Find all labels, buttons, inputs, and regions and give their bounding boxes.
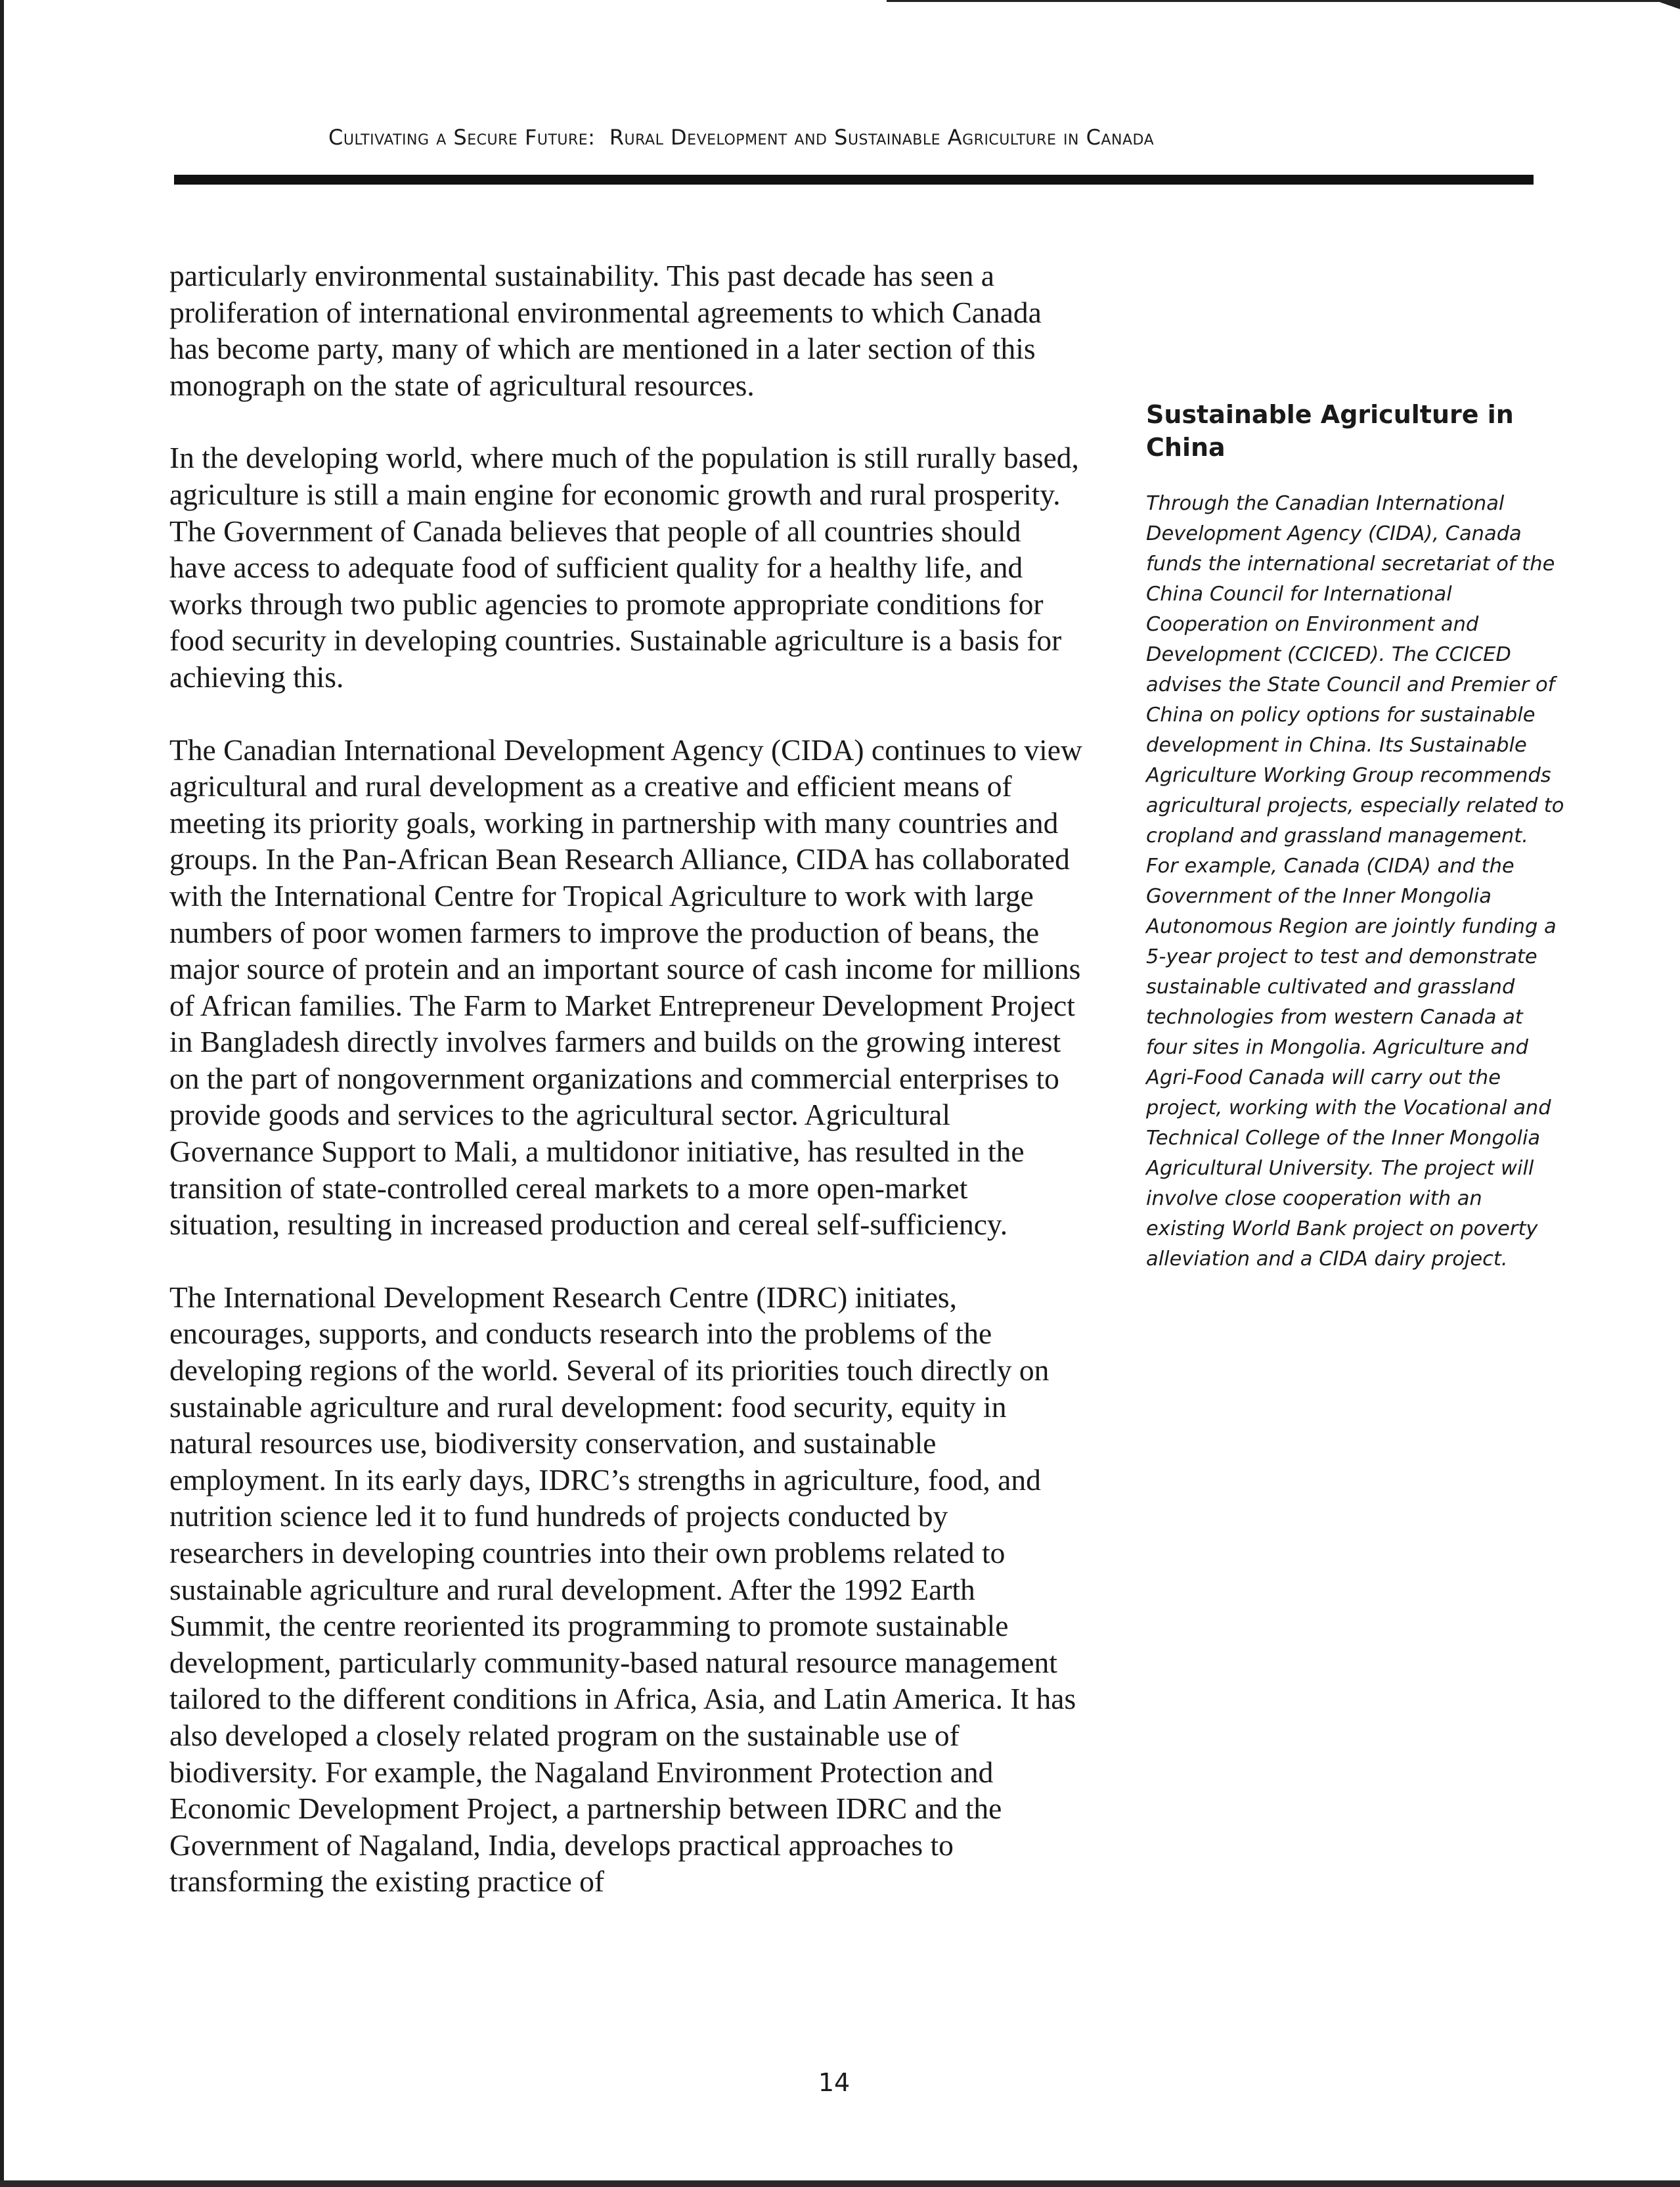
body-paragraph: The Canadian International Development Agency (CIDA) continues to view agricultural and rural development as a creative and efficient means of meeting its priority goals, working in partnership with many countries and groups. In the Pan-African Bean Research Alliance, CIDA has collaborated with the International Centre for Tropical Agriculture to work with large numbers of poor women farmers to improve the production of beans, the major source of protein and an important source of cash income for millions of African families. The Farm to Market Entrepreneur Development Project in Bangladesh directly involves farmers and builds on the growing interest on the part of nongovernment organizations and commercial enterprises to provide goods and services to the agricultural sector. Agricultural Governance Support to Mali, a multidonor initiative, has resulted in the transition of state-controlled cereal markets to a more open-market situation, resulting in increased production and cereal self-sufficiency. xyxy=(169,733,1082,1242)
scan-corner-mark xyxy=(1654,0,1680,9)
running-header-spacer xyxy=(595,125,609,150)
body-paragraph: The International Development Research Centre (IDRC) initiates, encourages, supports, and conducts research into the problems of the developing regions of the world. Several of its priorities touch directly on sustainable agriculture and rural development: food security, equity in natural resources use, biodiversity conservation, and sustainable employment. In its early days, IDRC’s strengths in agriculture, food, and nutrition science led it to fund hundreds of projects conducted by researchers in developing countries into their own problems related to sustainable agriculture and rural development. After the 1992 Earth Summit, the centre reoriented its programming to promote sustainable development, particularly community-based natural resource management tailored to the different conditions in Africa, Asia, and Latin America. It has also developed a closely related program on the sustainable use of biodiversity. For example, the Nagaland Environment Protection and Economic Development Project, a partnership between IDRC and the Government of Nagaland, India, develops practical approaches to transforming the existing practice of xyxy=(169,1280,1076,1899)
sidebar-title: Sustainable Agriculture in China xyxy=(1146,400,1514,462)
body-paragraph: In the developing world, where much of the population is still rurally based, agriculture is still a main engine for economic growth and rural prosperity. The Government of Canada believes that people of all countries should have access to adequate food of sufficient quality for a healthy life, and works through two public agencies to promote appropriate conditions for food security in developing countries. Sustainable agriculture is a basis for achieving this. xyxy=(169,441,1079,694)
body-paragraph: particularly environmental sustainability. This past decade has seen a proliferation of international environmental agreements to which Canada has become party, many of which are mentioned in a later section of this monograph on the state of agricultural resources. xyxy=(169,259,1042,402)
running-header-part: Cultivating a Secure Future: xyxy=(328,125,596,150)
sidebar-box xyxy=(1146,398,1566,1274)
scan-left-edge xyxy=(0,0,4,2187)
running-header xyxy=(328,125,1379,150)
running-header-part: Rural Development and Sustainable Agriculture in Canada xyxy=(609,125,1155,150)
page-number: 14 xyxy=(818,2068,851,2097)
main-text-column xyxy=(169,258,1082,1936)
scan-bottom-edge xyxy=(0,2180,1680,2187)
header-rule xyxy=(174,175,1534,185)
sidebar-body: Through the Canadian International Development Agency (CIDA), Canada funds the international secretariat of the China Council for International Cooperation on Environment and Development (CCICED). The CCICED advises the State Council and Premier of China on policy options for sustainable development in China. Its Sustainable Agriculture Working Group recommends agricultural projects, especially related to cropland and grassland management. For example, Canada (CIDA) and the Government of the Inner Mongolia Autonomous Region are jointly funding a 5-year project to test and demonstrate sustainable cultivated and grassland technologies from western Canada at four sites in Mongolia. Agriculture and Agri-Food Canada will carry out the project, working with the Vocational and Technical College of the Inner Mongolia Agricultural University. The project will involve close cooperation with an existing World Bank project on poverty alleviation and a CIDA dairy project. xyxy=(1146,492,1564,1271)
scan-top-edge xyxy=(887,0,1680,2)
